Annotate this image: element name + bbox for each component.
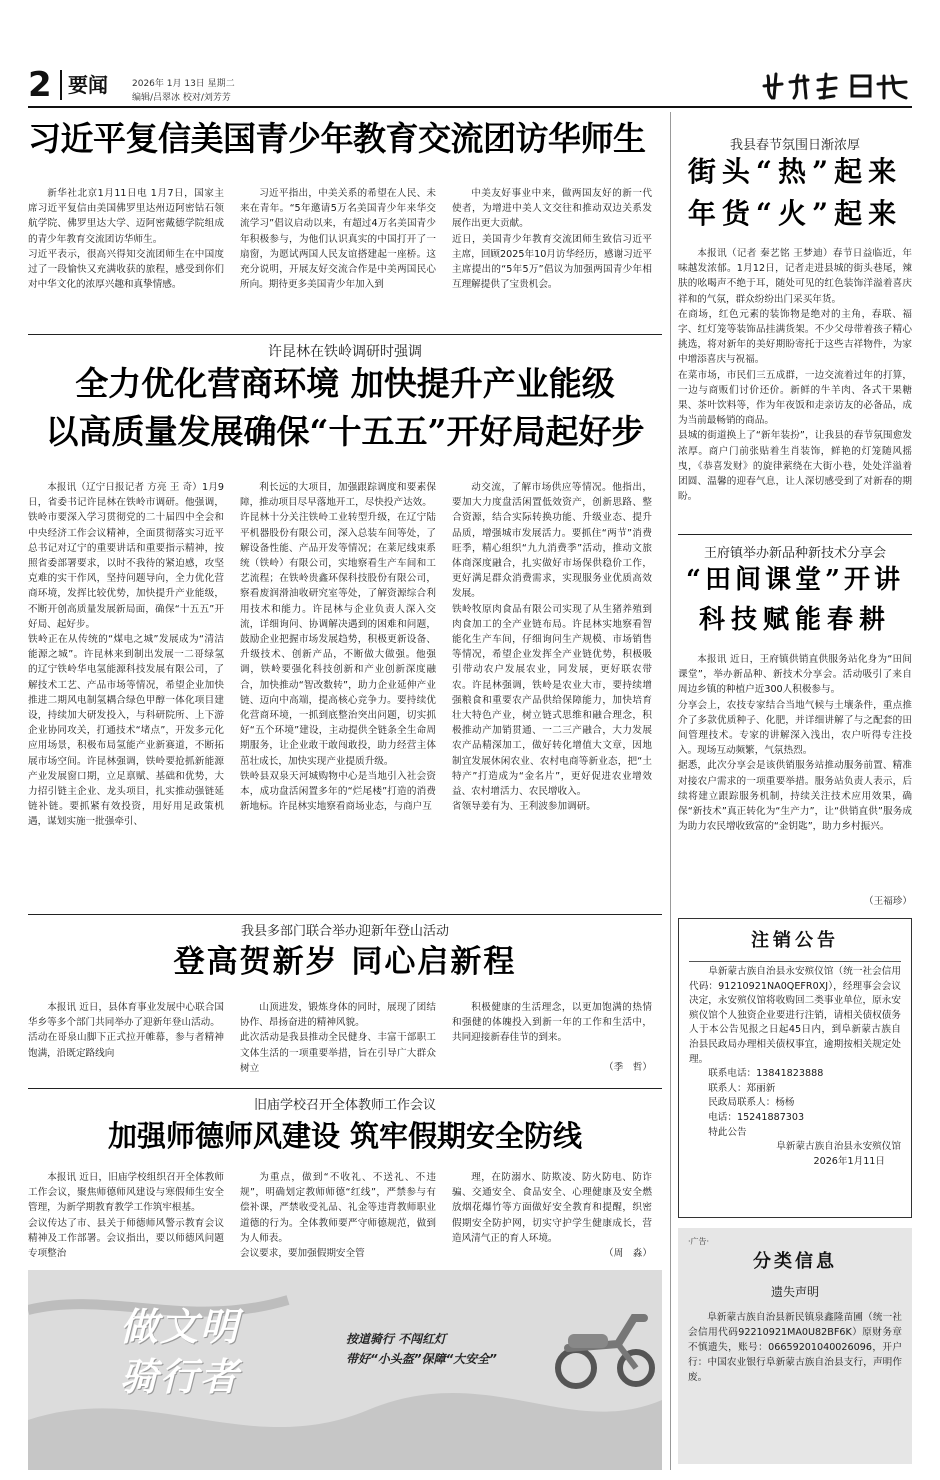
right1-body: 本报讯（记者 秦艺铭 王梦迪）春节日益临近，年味越发浓郁。1月12日，记者走进县城的街头巷尾，辣肤的吆喝声不绝于耳，随处可见的红色装饰洋溢着喜庆祥和的气氛，群众纷纷出门采买年货。 在商场，红色元素的装饰物是绝对的主角，春联、福字、红灯笼等装饰品挂满货架。不少父母带着孩子精心挑选，将对新年的美好期盼寄托于这些吉祥物件，为家中增添喜庆与祝福。 在菜市场，市民们三五成群，一边交流着过年的打算，一边与商贩们讨价还价。新鲜的牛羊肉、各式干果糖果、茶叶饮料等，作为年夜饭和走亲访友的必备品，成为当前最畅销的商品。 县城的街道换上了“新年装扮”，让我县的春节氛围愈发浓厚。商户门前张贴着生肖装饰，鲜艳的灯笼随风摇曳，《恭喜发财》的旋律萦绕在大街小巷，处处洋溢着团圆、温馨的迎春气息，让人深切感受到了对新春的期盼。 [678, 248, 912, 503]
classified-ad-box [678, 1228, 912, 1464]
notice-date: 2026年1月11日 [813, 1155, 885, 1167]
article4-subtitle: 旧庙学校召开全体教师工作会议 [253, 1098, 436, 1113]
civic-cycling-banner [28, 1270, 662, 1470]
article1-col1: 新华社北京1月11日电 1月7日，国家主席习近平复信由美国佛罗里达州迈阿密钻石领航学院、佛罗里达大学、迈阿密戴德学院组成的青少年教育交流团访华师生。 习近平表示，很高兴得知交流团师生在中国度过了一段愉快又充满收获的旅程，感受到你们对中华文化的浓厚兴趣和真挚情感。 [28, 188, 224, 291]
header-rule [28, 106, 912, 108]
right1-title-line2: 年货“火”起来 [687, 197, 903, 230]
article2-title-line2: 以高质量发展确保“十五五”开好局起好步 [45, 412, 645, 451]
article3-col3: 积极健康的生活理念，以更加饱满的热情和强健的体魄投入到新一年的工作和生活中，共同迎接新春佳节的到来。 [452, 1002, 652, 1044]
editor-line: 编辑/吕翠冰 校对/刘芳芳 [132, 93, 231, 103]
section-name: 要闻 [68, 73, 108, 97]
notice-contact1: 联系电话：13841823888 [708, 1068, 824, 1080]
rule-after-article3 [28, 1088, 662, 1089]
masthead-logo [760, 70, 910, 102]
article3-byline: （季 哲） [604, 1062, 652, 1073]
classified-subtitle: 遗失声明 [770, 1285, 819, 1299]
ad-tag: ·广告· [688, 1237, 710, 1246]
classified-title: 分类信息 [753, 1251, 837, 1272]
article2-col2: 利长远的大项目，加强跟踪调度和要素保障，推动项目尽早落地开工，尽快投产达效。 许昆林十分关注铁岭工业转型升级，在辽宁陆平机器股份有限公司，深入总装车间等处，了解设备性能、产品开发等情况；在莱尼线束系统（铁岭）有限公司，实地察看生产车间和工艺流程；在铁岭贵鑫环保科技股份有限公司，察看废润滑油收研究室等处，了解资源综合利用技术和能力。许昆林与企业负责人深入交流，详细询问、协调解决遇到的困难和问题，鼓励企业把握市场发展趋势，积极更新设备、升级技术、创新产品，不断做大做强。他强调，铁岭要强化科技创新和产业创新深度融合，加快推动“智改数转”，助力企业延伸产业链、迈向中高端，提高核心竞争力。要持续优化营商环境，一抓到底整治突出问题，切实抓好“五个环境”建设，主动提供全链条全生命周期服务，让企业敢干敢闯敢投，助力经营主体茁壮成长，加快实现产业提质升级。 铁岭县双泉天河城购物中心是当地引入社会资本，成功盘活闲置多年的“烂尾楼”打造的消费新地标。许昆林实地察看商场业态，与商户互 [240, 482, 436, 813]
right2-body: 本报讯 近日，王府镇供销直供服务站化身为“田间课堂”，举办新品种、新技术分享会。活动吸引了来自周边乡镇的种植户近300人积极参与。 分享会上，农技专家结合当地气候与土壤条件，重点推介了多款优质种子、化肥，并详细讲解了与之配套的田间管理技术。专家的讲解深入浅出，农户听得专注投入。现场互动频繁，气氛热烈。 据悉，此次分享会是该供销服务站推动服务前置、精准对接农户需求的一项重要举措。服务站负责人表示，后续将建立跟踪服务机制，持续关注技术应用效果，确保“新技术”真正转化为“生产力”，让“供销直供”服务成为助力农民增收致富的“金钥匙”，助力乡村振兴。 [678, 654, 912, 833]
article4-col3: 理，在防溺水、防欺凌、防火防电、防诈骗、交通安全、食品安全、心理健康及安全燃放烟花爆竹等方面做好安全教育和提醒，织密假期安全防护网，切实守护学生健康成长，营造风清气正的育人环境。 [452, 1172, 652, 1244]
notice-body: 阜新蒙古族自治县永安殡仪馆（统一社会信用代码：91210921NA0QEFR0XJ），经理事会会议决定，永安殡仪馆将收购回二类事业单位，原永安殡仪馆个人独资企业要进行注销，请相关债权债务人于本公告见报之日起45日内，到阜新蒙古族自治县民政局办理相关债权事宜，逾期按相关规定处理。 [689, 966, 901, 1065]
article3-col2: 山顶进发，锻炼身体的同时，展现了团结协作、昂扬奋进的精神风貌。 此次活动是我县推动全民健身、丰富干部职工文体生活的一项重要举措，旨在引导广大群众树立 [240, 1002, 436, 1074]
article1-col2: 习近平指出，中美关系的希望在人民、未来在青年。“5年邀请5万名美国青少年来华交流学习”倡议启动以来，有超过4万名美国青少年积极参与，为他们认识真实的中国打开了一扇窗，为愿试两国人民友谊搭建起一座桥。这充分说明，开展友好交流合作是中美两国民心所向。期待更多美国青少年加入到 [240, 188, 436, 291]
article2-col1: 本报讯（辽宁日报记者 方亮 王 奇）1月9日，省委书记许昆林在铁岭市调研。他强调，铁岭市要深入学习贯彻党的二十届四中全会和中央经济工作会议精神，全面贯彻落实习近平总书记对辽宁的重要讲话和重要指示精神，按照省委部署要求，以时不我待的紧迫感，攻坚克难的实干作风，坚持问题导向，全力优化营商环境，发挥比较优势，加快提升产业能级，不断开创高质量发展新局面，确保“十五五”开好局、起好步。 铁岭正在从传统的“煤电之城”发展成为“清洁能源之城”。许昆林来到制出发展一二哥绿氢的辽宁铁岭华电氢能源科技发展有限公司，了解技术工艺、产品市场等情况，希望企业加快推进二期风电制氢耦合绿色甲醇一体化项目建设，持续加大研发投入，与科研院所、上下游企业协同攻关，打通技术“堵点”，开发多元化应用场景，积极布局氢能产业新赛道，不断拓展市场空间。许昆林强调，铁岭要抢抓新能源产业发展窗口期，立足禀赋、基础和优势，大力招引链主企业、龙头项目，扎实推动强链延链补链。要抓紧有效投资，用好用足政策机遇，谋划实施一批强牵引、 [28, 482, 224, 828]
article3-title: 登高贺新岁 同心启新程 [173, 944, 517, 980]
date-line: 2026年 1月 13日 星期二 [132, 79, 235, 89]
right2-title-line2: 科技赋能春耕 [698, 605, 891, 635]
banner-slogan1: 按道骑行 不闯红灯 [346, 1332, 447, 1346]
article2-col3: 动交流，了解市场供应等情况。他指出，要加大力度盘活闲置低效资产，创新思路、整合资源，结合实际转换功能、升级业态、提升品质，增强城市发展活力。要抓住“两节”消费旺季，精心组织“九九消费季”活动，推动文旅体商深度融合，扎实做好市场保供稳价工作，更好满足群众消费需求，实现服务业优质高效发展。 铁岭牧原肉食品有限公司实现了从生猪养殖到肉食加工的全产业链布局。许昆林实地察看智能化生产车间，仔细询问生产规模、市场销售等情况，希望企业发挥全产业链优势，积极吸引带动农户发展农业，同发展，更好联农带农。许昆林强调，铁岭是农业大市，要持续增强粮食和重要农产品供给保障能力，加快培育壮大特色产业，树立链式思维和融合理念，积极推动产加销贯通、一二三产融合，大力发展农产品精深加工，做好转化增值大文章，因地制宜发展休闲农业、农村电商等新业态，把“土特产”打造成为“金名片”，更好促进农业增效益、农村增活力、农民增收入。 省领导姜有为、王利波参加调研。 [452, 482, 652, 813]
notice-signer: 阜新蒙古族自治县永安殡仪馆 [776, 1141, 901, 1153]
right1-subtitle: 我县春节氛围日渐浓厚 [729, 138, 860, 153]
article4-col1: 本报讯 近日，旧庙学校组织召开全体教师工作会议，聚焦师德师风建设与寒假师生安全管理，为新学期教育教学工作筑牢根基。 会议传达了市、县关于师德师风警示教育会议精神及工作部署。会议指出，要以师德风问题专项整治 [28, 1172, 224, 1260]
article2-subtitle: 许昆林在铁岭调研时强调 [268, 344, 422, 360]
article2-title-line1: 全力优化营商环境 加快提升产业能级 [75, 364, 615, 403]
notice-title: 注销公告 [751, 930, 839, 951]
right2-subtitle: 王府镇举办新品种新技术分享会 [703, 546, 886, 561]
banner-line2: 骑行者 [120, 1355, 241, 1399]
notice-title-rule [689, 961, 901, 962]
scooter-icon [548, 1278, 658, 1398]
notice-contact3: 民政局联系人：杨杨 [708, 1097, 795, 1109]
header-divider [60, 70, 62, 100]
notice-contact4: 电话：15241887303 [708, 1111, 805, 1123]
column-separator [670, 112, 671, 1470]
banner-slogan2: 带好“小头盔”保障“大安全” [346, 1352, 497, 1366]
article1-title: 习近平复信美国青少年教育交流团访华师生 [28, 119, 646, 158]
article4-col2: 为重点，做到“不收礼、不送礼、不违规”，明确划定教师师德“红线”，严禁参与有偿补课，严禁收受礼品、礼金等违背教师职业道德的行为。全体教师要严守师德规范，做到为人师表。 会议要求，要加强假期安全管 [240, 1172, 436, 1260]
article3-subtitle: 我县多部门联合举办迎新年登山活动 [240, 924, 449, 939]
notice-contact5: 特此公告 [708, 1126, 747, 1138]
article4-byline: （周 淼） [604, 1248, 652, 1259]
right2-title-line1: “田间课堂”开讲 [686, 565, 904, 595]
right2-byline: （王福珍） [864, 896, 912, 907]
article4-title: 加强师德师风建设 筑牢假期安全防线 [107, 1119, 583, 1153]
banner-line1: 做文明 [120, 1305, 241, 1349]
rule-after-right1 [678, 534, 912, 535]
article3-col1: 本报讯 近日，县体育事业发展中心联合国华乡等多个部门共同举办了迎新年登山活动。 活动在哥泉山脚下正式拉开帷幕，参与者精神饱满，沿既定路线向 [28, 1002, 224, 1059]
notice-contact2: 联系人：郑丽新 [708, 1082, 776, 1094]
classified-body: 阜新蒙古族自治县新民镇泉鑫隆苗圃（统一社会信用代码92210921MA0U82BF6K）原财务章不慎遗失，账号：0665920104002609​6，开户行：中国农业银行阜新蒙古族自治县支行，声明作废。 [688, 1312, 902, 1383]
rule-after-article1 [28, 334, 662, 335]
article1-col3: 中美友好事业中来，做两国友好的新一代使者，为增进中美人文交往和推动双边关系发展作出更大贡献。 近日，美国青少年教育交流团师生致信习近平主席，回顾2025年10月访华经历，感谢习近平主席提出的“5年5万”倡议为加强两国青少年相互理解提供了宝贵机会。 [452, 188, 652, 291]
rule-after-article2 [28, 914, 662, 915]
right1-title-line1: 街头“热”起来 [687, 155, 903, 188]
page-number: 2 [28, 65, 52, 105]
cancellation-notice-box [678, 918, 912, 1218]
